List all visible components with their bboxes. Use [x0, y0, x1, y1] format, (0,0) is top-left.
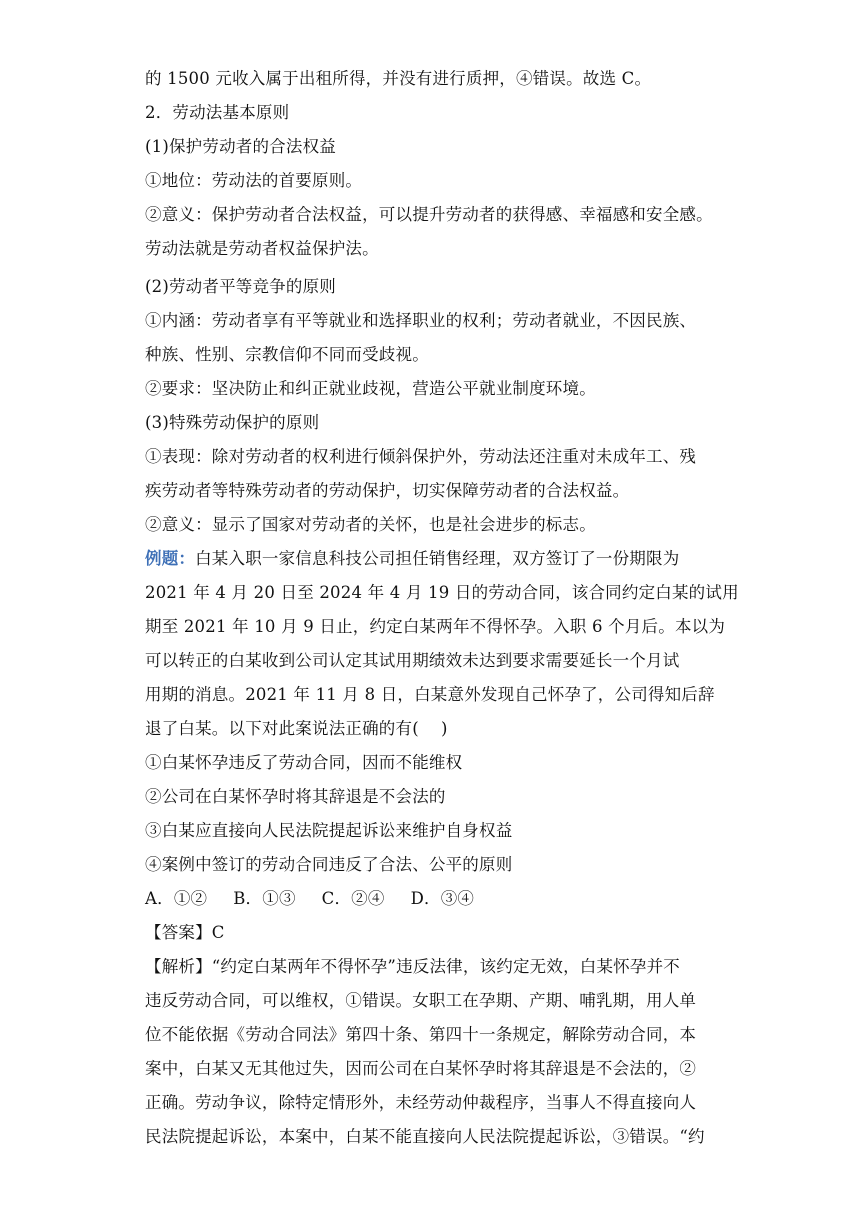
analysis-line: 违反劳动合同，可以维权，①错误。女职工在孕期、产期、哺乳期，用人单: [145, 991, 697, 1010]
text-line: 的 1500 元收入属于出租所得，并没有进行质押，④错误。故选 C。: [145, 69, 652, 88]
statement-3: ③白某应直接向人民法院提起诉讼来维护自身权益: [145, 821, 513, 840]
text-line: 劳动法就是劳动者权益保护法。: [145, 239, 379, 258]
text-line: ①地位：劳动法的首要原则。: [145, 171, 363, 190]
analysis-line: 正确。劳动争议，除特定情形外，未经劳动仲裁程序，当事人不得直接向人: [145, 1093, 697, 1112]
text-line: 可以转正的白某收到公司认定其试用期绩效未达到要求需要延长一个月试: [145, 651, 680, 670]
text-line: 用期的消息。2021 年 11 月 8 日，白某意外发现自己怀孕了，公司得知后辞: [145, 685, 715, 704]
example-question: [145, 542, 739, 1154]
analysis-line: 位不能依据《劳动合同法》第四十条、第四十一条规定，解除劳动合同，本: [145, 1025, 697, 1044]
text-line: ①表现：除对劳动者的权利进行倾斜保护外，劳动法还注重对未成年工、残: [145, 447, 697, 466]
example-text: 白某入职一家信息科技公司担任销售经理，双方签订了一份期限为: [195, 549, 680, 568]
statement-1: ①白某怀孕违反了劳动合同，因而不能维权: [145, 753, 463, 772]
statement-2: ②公司在白某怀孕时将其辞退是不会法的: [145, 787, 446, 806]
block-2: [145, 270, 720, 542]
example-label: 例题：: [145, 549, 196, 568]
analysis-line: 民法院提起诉讼，本案中，白某不能直接向人民法院提起诉讼，③错误。“约: [145, 1127, 705, 1146]
text-line: 疾劳动者等特殊劳动者的劳动保护，切实保障劳动者的合法权益。: [145, 481, 630, 500]
section-heading: 2．劳动法基本原则: [145, 103, 290, 122]
answer-options: [145, 882, 720, 916]
text-line: ②要求：坚决防止和纠正就业歧视，营造公平就业制度环境。: [145, 379, 596, 398]
text-line: ②意义：显示了国家对劳动者的关怀，也是社会进步的标志。: [145, 515, 596, 534]
statement-4: ④案例中签订的劳动合同违反了合法、公平的原则: [145, 855, 513, 874]
text-line: 退了白某。以下对此案说法正确的有( ): [145, 719, 448, 738]
analysis-line: 案中，白某又无其他过失，因而公司在白某怀孕时将其辞退是不会法的，②: [145, 1059, 697, 1078]
block-1: [145, 62, 720, 266]
text-line: 2021 年 4 月 20 日至 2024 年 4 月 19 日的劳动合同，该合同约定白某的试用: [145, 583, 739, 602]
subsection-heading: (1)保护劳动者的合法权益: [145, 137, 336, 156]
text-line: 期至 2021 年 10 月 9 日止，约定白某两年不得怀孕。入职 6 个月后。本以为: [145, 617, 726, 636]
option-c: C．②④: [321, 889, 385, 908]
analysis-line: 【解析】“约定白某两年不得怀孕”违反法律，该约定无效，白某怀孕并不: [145, 957, 680, 976]
subsection-heading: (3)特殊劳动保护的原则: [145, 413, 320, 432]
example-first-line: [145, 542, 720, 576]
subsection-heading: (2)劳动者平等竞争的原则: [145, 277, 336, 296]
document-body: [145, 62, 739, 1154]
option-d: D．③④: [410, 889, 475, 908]
answer: 【答案】C: [145, 923, 225, 942]
text-line: ①内涵：劳动者享有平等就业和选择职业的权利；劳动者就业，不因民族、: [145, 311, 697, 330]
option-a: A．①②: [145, 889, 208, 908]
text-line: ②意义：保护劳动者合法权益，可以提升劳动者的获得感、幸福感和安全感。: [145, 205, 713, 224]
text-line: 种族、性别、宗教信仰不同而受歧视。: [145, 345, 429, 364]
option-b: B．①③: [233, 889, 296, 908]
